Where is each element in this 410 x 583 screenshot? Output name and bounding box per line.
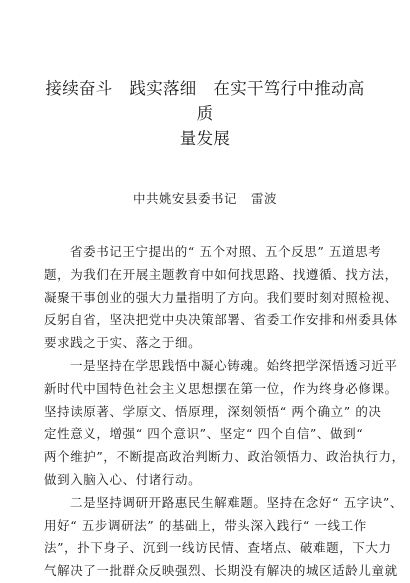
text-line: 坚持读原著、学原文、悟原理，深刻领悟“ 两个确立” 的决 <box>44 403 382 419</box>
paragraph-intro <box>44 241 398 355</box>
text-line: 省委书记王宁提出的“ 五个对照、五个反思” 五道思考 <box>70 244 382 259</box>
author-byline <box>44 190 366 208</box>
title-line: 接续奋斗 践实落细 在实干笃行中推动高质 <box>45 79 365 123</box>
text-line: 法”，扑下身子、沉到一线访民情、查堵点、破难题，下大力 <box>44 540 392 556</box>
author-name: 雷波 <box>251 191 278 206</box>
text-line: 要求践之于实、落之于细。 <box>44 335 202 351</box>
text-line: 做到入脑入心、付诸行动。 <box>44 471 202 487</box>
text-line: 凝聚干事创业的强大力量指明了方向。我们要时刻对照检视、 <box>44 289 398 305</box>
paragraph-point-two <box>44 492 403 583</box>
text-line: 二是坚持调研开路惠民生解难题。坚持在念好“ 五字诀”、 <box>70 494 403 510</box>
text-line: 反躬自省，坚决把党中央决策部署、省委工作安排和州委具体 <box>44 312 398 328</box>
text-line: 用好“ 五步调研法” 的基础上，带头深入践行“ 一线工作 <box>44 517 367 533</box>
text-line: 题，为我们在开展主题教育中如何找思路、找遵循、找方法， <box>44 266 398 282</box>
text-line: 两个维护”，不断提高政治判断力、政治领悟力、政治执行力， <box>44 449 405 465</box>
text-line: 一是坚持在学思践悟中凝心铸魂。始终把学深悟透习近平 <box>70 357 398 373</box>
title-line: 量发展 <box>179 129 231 148</box>
text-line: 气解决了一批群众反映强烈、长期没有解决的城区适龄儿童就 <box>44 563 398 579</box>
author-organization: 中共姚安县委书记 <box>132 191 237 206</box>
text-line: 新时代中国特色社会主义思想摆在第一位，作为终身必修课。 <box>44 380 398 396</box>
text-line: 定性意义，增强“ 四个意识”、坚定“ 四个自信”、做到“ <box>44 426 364 442</box>
document-title <box>44 76 366 151</box>
document-body <box>44 241 405 583</box>
paragraph-point-one <box>44 355 405 492</box>
